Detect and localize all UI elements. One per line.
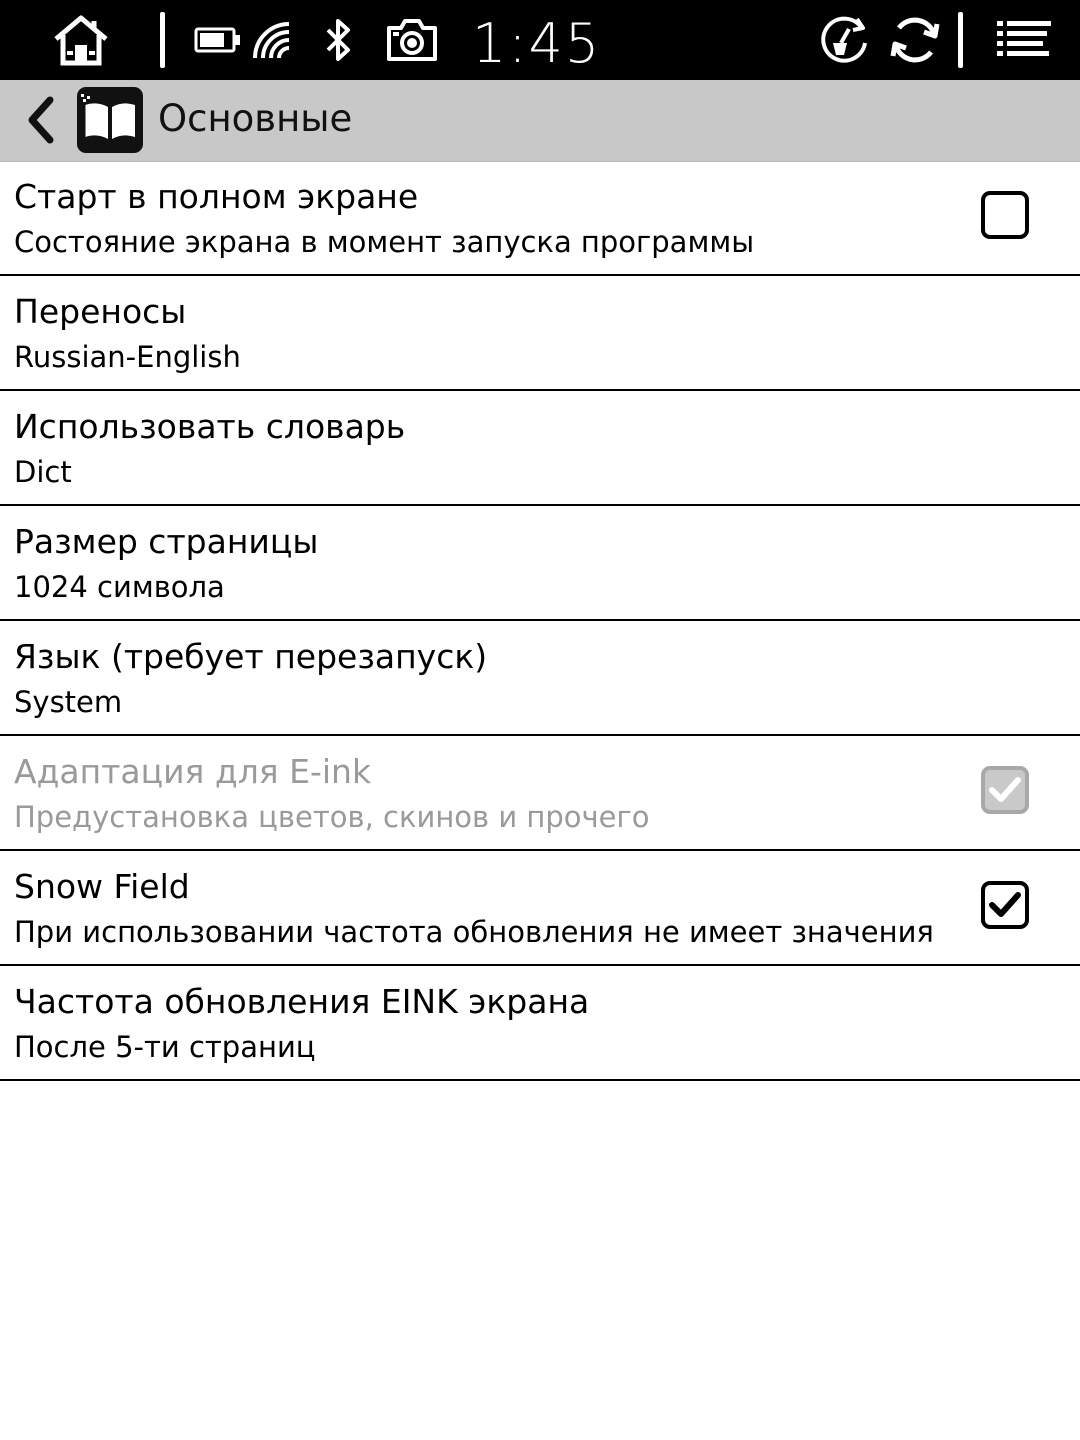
pref-summary: 1024 символа xyxy=(14,570,225,604)
menu-list-icon[interactable] xyxy=(994,0,1054,80)
clock-time: 1:45 xyxy=(472,12,602,75)
pref-title: Snow Field xyxy=(14,867,190,906)
pref-summary: После 5-ти страниц xyxy=(14,1030,316,1064)
pref-start-fullscreen[interactable] xyxy=(0,161,1080,276)
pref-title: Старт в полном экране xyxy=(14,177,419,216)
status-divider xyxy=(160,12,165,68)
pref-dictionary[interactable] xyxy=(0,391,1080,506)
pref-eink-refresh-rate[interactable] xyxy=(0,966,1080,1081)
check-icon xyxy=(987,887,1023,923)
status-divider xyxy=(958,12,963,68)
sync-icon[interactable] xyxy=(886,0,944,80)
check-icon xyxy=(987,772,1023,808)
pref-snow-field[interactable] xyxy=(0,851,1080,966)
back-arrow-icon[interactable] xyxy=(22,94,62,148)
pref-title: Адаптация для E-ink xyxy=(14,752,372,791)
pref-summary: Russian-English xyxy=(14,340,241,374)
pref-title: Язык (требует перезапуск) xyxy=(14,637,488,676)
fullscreen-checkbox[interactable] xyxy=(981,191,1029,239)
pref-title: Частота обновления EINK экрана xyxy=(14,982,590,1021)
screenshot-camera-icon[interactable] xyxy=(383,0,441,80)
bluetooth-icon xyxy=(318,0,358,80)
pref-summary: System xyxy=(14,685,123,719)
pref-summary: При использовании частота обновления не имеет значения xyxy=(14,915,934,949)
battery-icon xyxy=(193,0,243,80)
home-icon[interactable] xyxy=(48,0,114,80)
status-bar xyxy=(0,0,1080,80)
page-title: Основные xyxy=(158,97,353,140)
wifi-icon xyxy=(250,0,296,80)
pref-summary: Dict xyxy=(14,455,72,489)
pref-title: Размер страницы xyxy=(14,522,319,561)
snow-field-checkbox[interactable] xyxy=(981,881,1029,929)
clean-refresh-icon[interactable] xyxy=(816,0,872,80)
pref-title: Переносы xyxy=(14,292,187,331)
book-app-icon[interactable] xyxy=(77,87,143,153)
pref-eink-adaptation xyxy=(0,736,1080,851)
pref-summary: Состояние экрана в момент запуска программы xyxy=(14,225,755,259)
pref-hyphenation[interactable] xyxy=(0,276,1080,391)
pref-language[interactable] xyxy=(0,621,1080,736)
pref-summary: Предустановка цветов, скинов и прочего xyxy=(14,800,650,834)
pref-page-size[interactable] xyxy=(0,506,1080,621)
eink-adaptation-checkbox xyxy=(981,766,1029,814)
pref-title: Использовать словарь xyxy=(14,407,406,446)
preferences-list xyxy=(0,161,1080,1081)
